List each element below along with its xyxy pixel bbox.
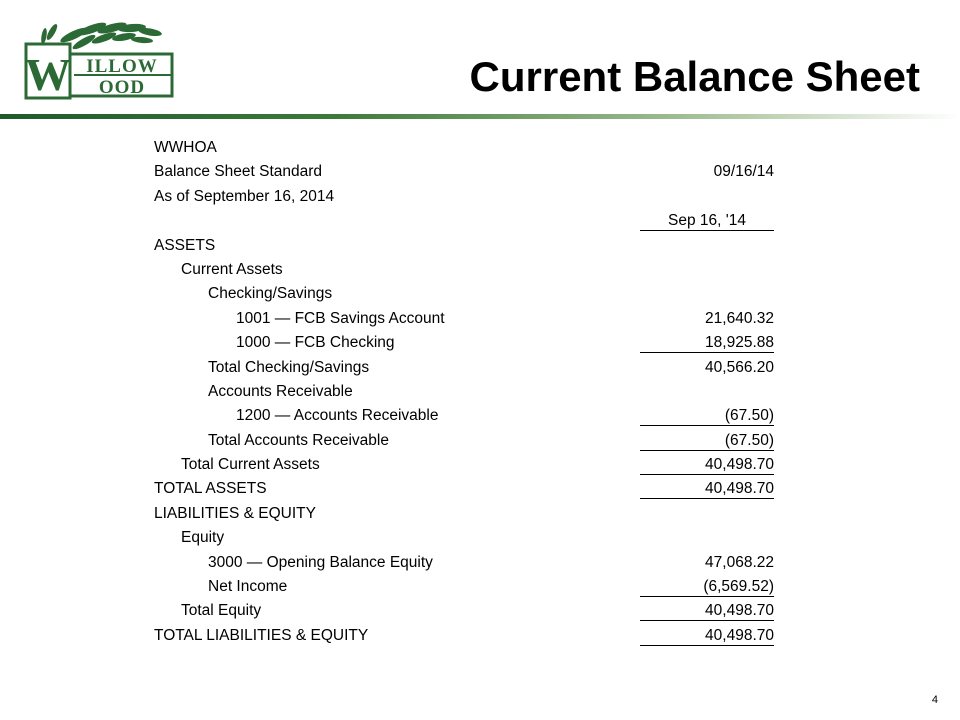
- logo-text-top: ILLOW: [86, 56, 158, 77]
- row-value: 40,498.70: [640, 477, 774, 499]
- row-label: ASSETS: [154, 236, 216, 254]
- page-title: Current Balance Sheet: [469, 53, 920, 100]
- report-as-of-row: [154, 185, 776, 209]
- row-label: TOTAL LIABILITIES & EQUITY: [154, 626, 369, 644]
- row-label: Total Checking/Savings: [208, 358, 370, 376]
- row-label: 1200 — Accounts Receivable: [236, 407, 439, 425]
- row-label: LIABILITIES & EQUITY: [154, 504, 316, 522]
- row-value: [640, 258, 774, 280]
- row-value: [640, 526, 774, 548]
- row-value: [640, 282, 774, 304]
- row-label: Net Income: [208, 578, 288, 596]
- row-label: Total Equity: [181, 602, 262, 620]
- report-as-of: As of September 16, 2014: [154, 187, 335, 205]
- table-row: [154, 453, 776, 477]
- report-name: Balance Sheet Standard: [154, 163, 323, 181]
- row-value: 21,640.32: [705, 309, 774, 327]
- row-value: [640, 380, 774, 402]
- table-row: [154, 356, 776, 380]
- row-label: Total Accounts Receivable: [208, 431, 389, 449]
- row-value: (67.50): [640, 404, 774, 426]
- row-value: (67.50): [640, 429, 774, 451]
- table-row: [154, 380, 776, 404]
- logo-initial: W: [25, 49, 71, 100]
- row-value: [640, 234, 774, 256]
- row-label: TOTAL ASSETS: [154, 480, 267, 498]
- table-row: [154, 575, 776, 599]
- willow-wood-logo: [22, 18, 177, 100]
- table-row: [154, 404, 776, 428]
- table-row: [154, 258, 776, 282]
- table-row: [154, 624, 776, 648]
- table-row: [154, 551, 776, 575]
- table-row: [154, 477, 776, 501]
- report-org: WWHOA: [154, 139, 217, 156]
- header-divider: [0, 114, 960, 119]
- column-header: Sep 16, '14: [640, 209, 774, 231]
- table-row: [154, 234, 776, 258]
- row-label: 1000 — FCB Checking: [236, 334, 395, 352]
- row-value: [640, 502, 774, 524]
- column-header-row: [154, 209, 776, 233]
- row-label: Checking/Savings: [208, 285, 333, 303]
- table-row: [154, 429, 776, 453]
- table-row: [154, 307, 776, 331]
- row-label: 3000 — Opening Balance Equity: [208, 553, 433, 571]
- row-value: 40,498.70: [640, 599, 774, 621]
- row-value: 40,498.70: [640, 453, 774, 475]
- page-number: 4: [931, 694, 938, 706]
- table-row: [154, 599, 776, 623]
- report-rows: [154, 234, 776, 649]
- row-value: 47,068.22: [705, 553, 774, 571]
- row-label: Current Assets: [181, 260, 283, 278]
- row-value: 18,925.88: [640, 331, 774, 353]
- row-label: 1001 — FCB Savings Account: [236, 309, 445, 327]
- row-value: 40,498.70: [640, 624, 774, 646]
- table-row: [154, 282, 776, 306]
- table-row: [154, 526, 776, 550]
- row-label: Accounts Receivable: [208, 382, 353, 400]
- row-value: (6,569.52): [640, 575, 774, 597]
- balance-sheet-report: [154, 136, 776, 648]
- row-value: 40,566.20: [705, 358, 774, 376]
- row-label: Total Current Assets: [181, 456, 320, 474]
- report-name-row: [154, 160, 776, 184]
- row-label: Equity: [181, 529, 225, 547]
- table-row: [154, 331, 776, 355]
- report-org-row: [154, 136, 776, 160]
- report-date: 09/16/14: [713, 163, 774, 181]
- table-row: [154, 502, 776, 526]
- logo-text-bottom: OOD: [98, 77, 146, 98]
